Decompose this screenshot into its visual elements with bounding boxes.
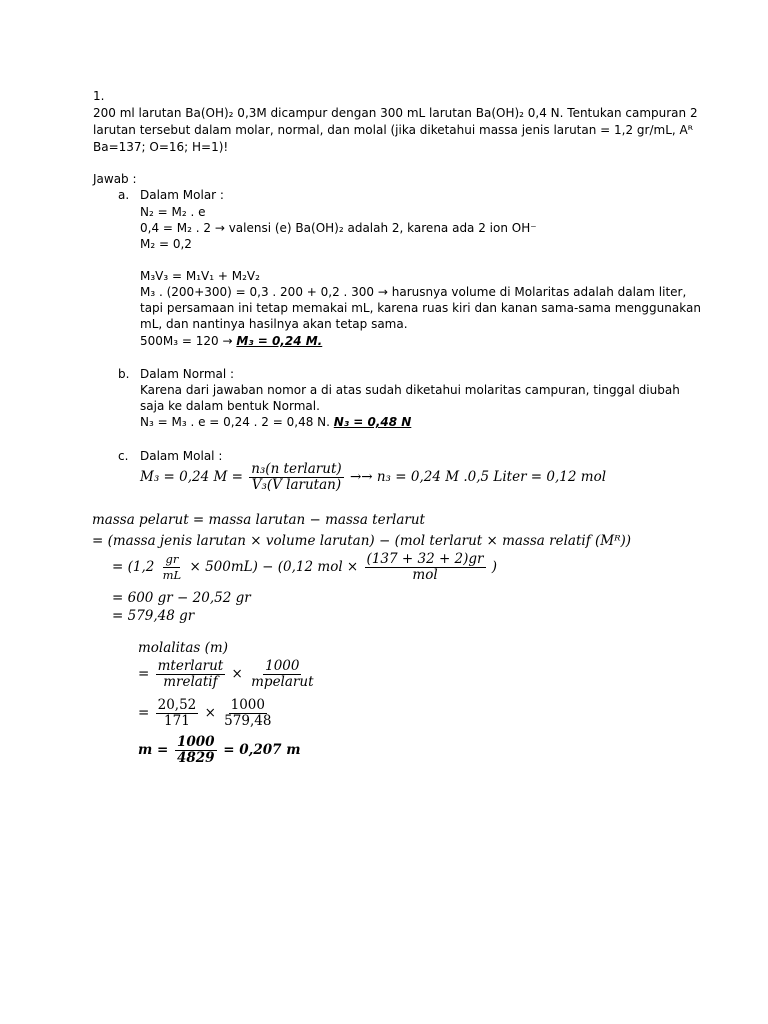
mass-line-4: = 600 gr − 20,52 gr [112,590,251,606]
n-over-v-fraction [249,462,343,493]
molality-formula [138,659,318,690]
section-b-line-1: Karena dari jawaban nomor a di atas sudah diketahui molaritas campuran, tinggal diubah [140,383,680,397]
equation-lhs: M₃ = 0,24 M = [140,469,243,485]
result-rhs: = 0,207 m [223,742,301,758]
fraction-denominator: mL [162,568,182,582]
problem-line-1: 200 ml larutan Ba(OH)₂ 0,3M dicampur dengan 300 mL larutan Ba(OH)₂ 0,4 N. Tentukan campuran 2 [93,106,698,120]
mass-line-3-part-b: × 500mL) − (0,12 mol × [189,559,359,575]
section-b-line-3 [140,414,411,431]
section-a-result: M₃ = 0,24 M. [236,334,323,348]
section-b-line-2: saja ke dalam bentuk Normal. [140,399,320,413]
section-b-line-3-prefix: N₃ = M₃ . e = 0,24 . 2 = 0,48 N. [140,415,334,429]
mass-line-3 [112,552,497,583]
section-a-line-8 [140,333,322,350]
equals-sign: = [138,705,150,721]
fraction-numerator: 1000 [265,658,300,674]
fraction-denominator: V₃(V larutan) [251,477,342,493]
section-b-title: Dalam Normal : [140,367,235,381]
section-b-result: N₃ = 0,48 N [333,415,412,429]
fraction-numerator: 1000 [177,734,215,750]
times-sign: × [204,705,216,721]
section-a-line-2: 0,4 = M₂ . 2 → valensi (e) Ba(OH)₂ adalah 2, karena ada 2 ion OH⁻ [140,221,537,235]
section-a-marker: a. [118,188,130,202]
section-a-title: Dalam Molar : [140,188,224,202]
fraction-denominator: 579,48 [224,713,272,729]
molality-result [138,735,301,766]
mass-line-2: = (massa jenis larutan × volume larutan) − (mol terlarut × massa relatif (Mᴿ)) [92,533,632,549]
molar-to-mol-equation [140,462,606,493]
section-a-line-6: tapi persamaan ini tetap memakai mL, karena ruas kiri dan kanan sama-sama menggunakan [140,301,701,315]
thousand-over-solvent-fraction [249,659,315,690]
section-a-line-1: N₂ = M₂ . e [140,205,206,219]
section-a-line-5: M₃ . (200+300) = 0,3 . 200 + 0,2 . 300 → harusnya volume di Molaritas adalah dalam liter, [140,285,687,299]
fraction-denominator: 171 [164,713,190,729]
problem-line-3: Ba=137; O=16; H=1)! [93,140,229,154]
fraction-numerator: 20,52 [157,697,197,713]
molar-mass-fraction [365,552,486,583]
gr-per-ml-fraction [161,552,184,583]
fraction-denominator: mrelatif [163,674,218,690]
fraction-numerator: gr [165,552,179,566]
fraction-numerator: 1000 [230,697,265,713]
section-c-title: Dalam Molal : [140,449,223,463]
equals-sign: = [138,666,150,682]
fraction-denominator: mol [412,567,438,583]
fraction-numerator: (137 + 32 + 2)gr [366,551,484,567]
mass-ratio-fraction [156,659,226,690]
fraction-denominator: mpelarut [251,674,314,690]
fraction-numerator: mterlarut [157,658,224,674]
mass-line-1: massa pelarut = massa larutan − massa terlarut [92,512,425,528]
times-sign: × [231,666,243,682]
result-fraction [175,735,217,766]
answer-label: Jawab : [93,172,137,186]
fraction-denominator: 4829 [177,750,215,766]
molality-label: molalitas (m) [138,640,228,656]
mass-line-3-part-a: = (1,2 [112,559,155,575]
mass-values-fraction [156,698,199,729]
section-a-line-7: mL, dan nantinya hasilnya akan tetap sama. [140,317,408,331]
section-a-line-3: M₂ = 0,2 [140,237,192,251]
result-lhs: m = [138,742,169,758]
problem-line-2: larutan tersebut dalam molar, normal, dan molal (jika diketahui massa jenis larutan = 1,2 gr/mL, Aᴿ [93,123,693,137]
section-b-marker: b. [118,367,130,381]
mass-line-3-part-c: ) [491,559,498,575]
thousand-over-value-fraction [222,698,273,729]
equation-rhs: →→ n₃ = 0,24 M .0,5 Liter = 0,12 mol [349,469,607,485]
problem-number: 1. [93,89,105,103]
section-a-line-4: M₃V₃ = M₁V₁ + M₂V₂ [140,269,260,283]
section-c-marker: c. [118,449,129,463]
molality-substitution [138,698,275,729]
fraction-numerator: n₃(n terlarut) [251,461,342,477]
mass-line-5: = 579,48 gr [112,608,195,624]
section-a-line-8-prefix: 500M₃ = 120 → [140,334,237,348]
